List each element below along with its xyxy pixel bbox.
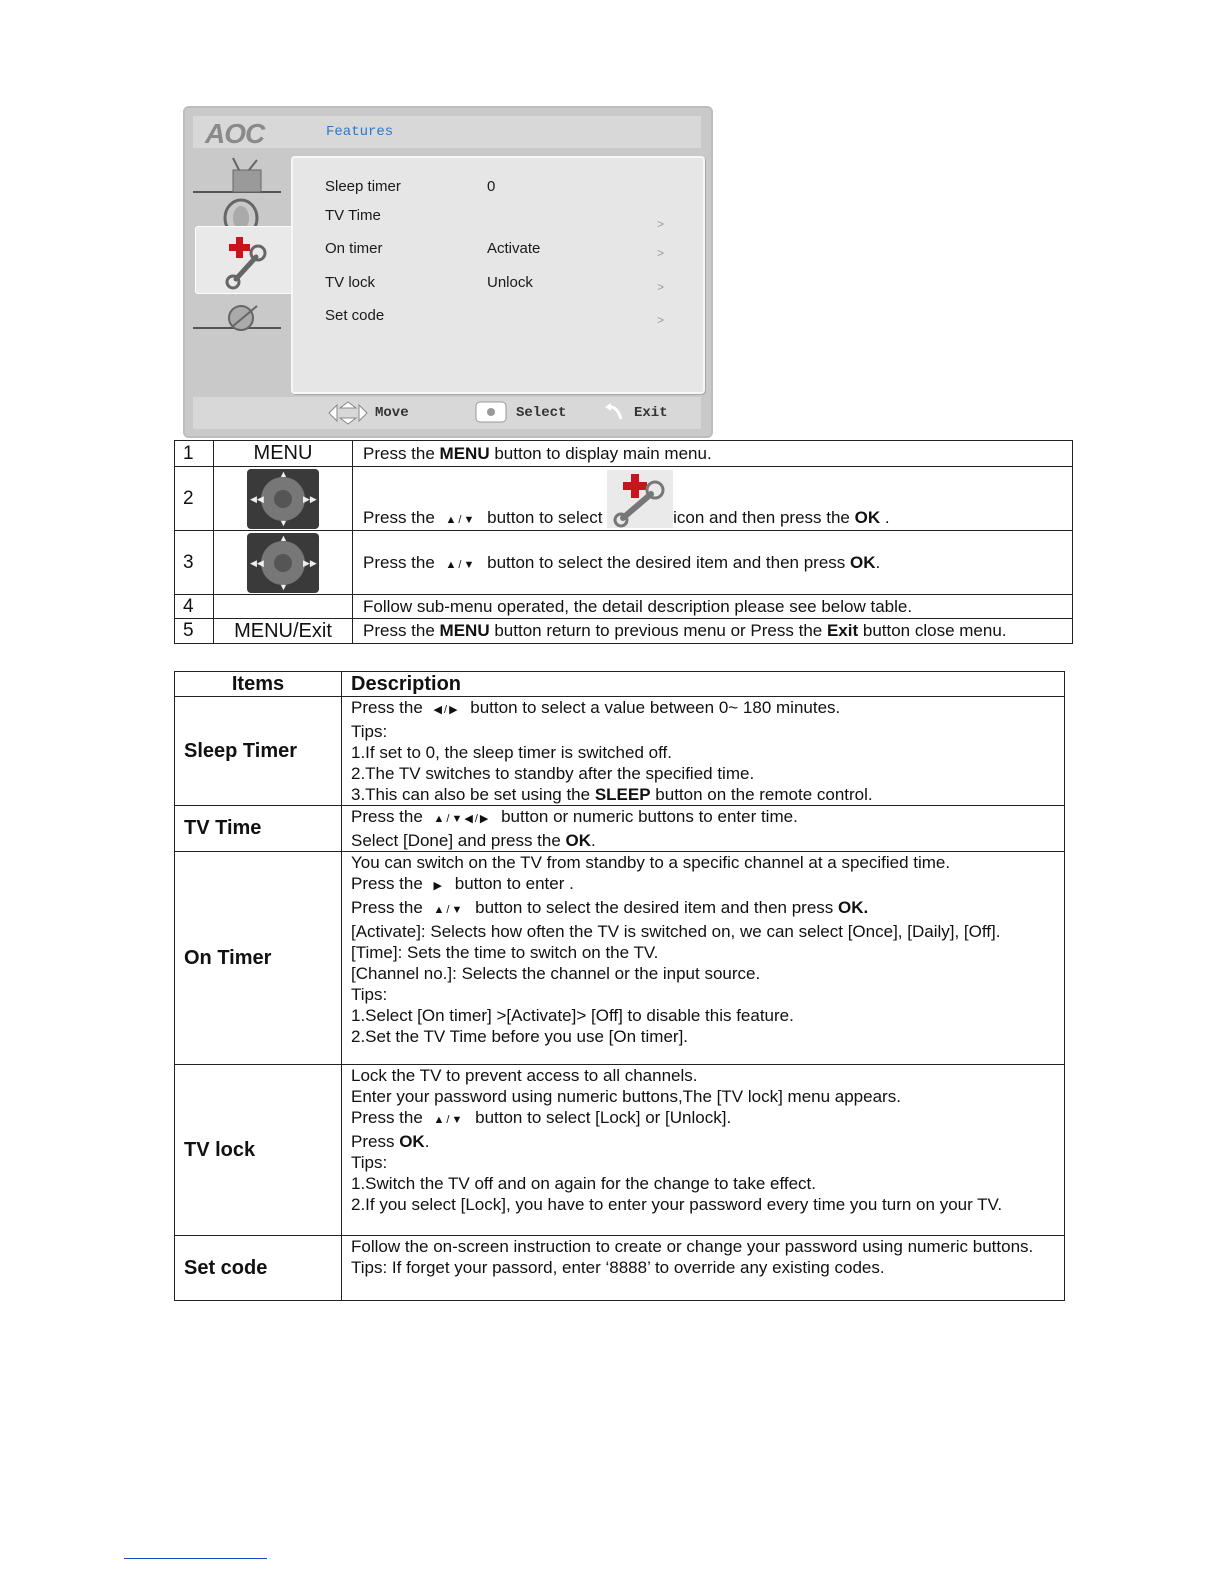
osd-footer [193, 397, 701, 429]
aoc-logo: AOC [205, 118, 265, 149]
step-key-remote [214, 531, 353, 595]
item-name: On Timer [175, 852, 342, 1065]
item-description: Follow the on-screen instruction to create or change your password using numeric buttons. Tips: If forget your passord, enter ‘8888’ to override any existing codes. [342, 1236, 1065, 1301]
steps-table [174, 440, 1073, 644]
step-number: 1 [175, 441, 214, 467]
osd-row-arrow: > [657, 280, 665, 294]
step-number: 4 [175, 595, 214, 619]
item-description: Press the ◀/▶ button to select a value between 0~ 180 minutes. Tips: 1.If set to 0, the sleep timer is switched off. 2.The TV switches to standby after the specified time. 3.This can also be set using the SLEEP button on the remote control. [342, 697, 1065, 806]
table-row [175, 619, 1073, 644]
osd-row-tv-time[interactable] [325, 207, 675, 229]
step-text: Press the MENU button to display main menu. [353, 441, 1073, 467]
step-number: 2 [175, 467, 214, 531]
step-text: Press the ▲/▼ button to select the desired item and then press OK. [353, 531, 1073, 595]
step-key: MENU/Exit [214, 619, 353, 644]
up-down-arrows-icon: ▲/▼ [433, 904, 465, 916]
osd-row-label: On timer [325, 240, 383, 257]
osd-row-value: Unlock [487, 274, 533, 291]
osd-row-arrow: > [657, 246, 665, 260]
step-key-remote [214, 467, 353, 531]
left-right-arrows-icon: ◀/▶ [433, 704, 460, 716]
osd-row-value: 0 [487, 178, 496, 195]
item-description: Press the ▲/▼◀/▶ button or numeric buttons to enter time. Select [Done] and press the OK. [342, 806, 1065, 852]
footer-exit-label: Exit [634, 405, 668, 421]
item-name: TV lock [175, 1065, 342, 1236]
up-down-arrows-icon: ▲/▼ [445, 514, 477, 526]
step-text: Follow sub-menu operated, the detail description please see below table. [353, 595, 1073, 619]
osd-row-arrow: > [657, 313, 665, 327]
up-down-arrows-icon: ▲/▼ [445, 558, 477, 571]
item-name: Sleep Timer [175, 697, 342, 806]
osd-row-value: Activate [487, 240, 541, 257]
column-header-items: Items [175, 672, 342, 697]
item-description: Lock the TV to prevent access to all channels. Enter your password using numeric buttons,The [TV lock] menu appears. Press the ▲/▼ button to select [Lock] or [Unlock]. Press OK. Tips: 1.Switch the TV off and on again for the change to take effect. 2.If you select [Lock], you have to enter your password every time you turn on your TV. [342, 1065, 1065, 1236]
table-row [175, 467, 1073, 531]
osd-row-label: Sleep timer [325, 178, 401, 195]
arrow-keys-icon: ▲/▼◀/▶ [433, 813, 491, 825]
step-text: Press the MENU button return to previous menu or Press the Exit button close menu. [353, 619, 1073, 644]
remote-dpad-icon: ▲ ▼ ◀◀ ▶▶ [247, 533, 319, 593]
item-description: You can switch on the TV from standby to a specific channel at a specified time. Press the ▶ button to enter . Press the ▲/▼ button to select the desired item and then press OK. [Activate]: Selects how often the TV is switched on, we can select [Once], [Daily], [Off]. [Time]: Sets the time to switch on the TV. [Channel no.]: Selects the channel or the input source. Tips: 1.Select [On timer] >[Activate]> [Off] to disable this feature. 2.Set the TV Time before you use [On timer]. [342, 852, 1065, 1065]
osd-features-panel [291, 156, 705, 394]
osd-row-sleep-timer[interactable] [325, 178, 675, 200]
features-tab-active [195, 226, 292, 294]
osd-row-label: Set code [325, 307, 385, 324]
table-row-sleep-timer [175, 697, 1065, 806]
description-table [174, 671, 1065, 1301]
step-number: 3 [175, 531, 214, 595]
osd-row-on-timer[interactable] [325, 240, 675, 262]
footer-move-label: Move [375, 405, 409, 421]
footer-select-label: Select [516, 405, 567, 421]
table-row-tv-time [175, 806, 1065, 852]
osd-menu-screenshot [183, 106, 713, 438]
step-key: MENU [214, 441, 353, 467]
step-text: Press the ▲/▼ button to select icon and then press the OK . [353, 467, 1073, 531]
column-header-description: Description [342, 672, 1065, 697]
table-row [175, 441, 1073, 467]
table-row [175, 595, 1073, 619]
move-arrows-icon [327, 401, 369, 425]
item-name: Set code [175, 1236, 342, 1301]
table-row-set-code [175, 1236, 1065, 1301]
remote-dpad-icon: ▲ ▼ ◀◀ ▶▶ [247, 469, 319, 529]
features-wrench-icon [196, 227, 292, 293]
features-wrench-icon [607, 470, 673, 528]
osd-row-label: TV lock [325, 274, 376, 291]
up-down-arrows-icon: ▲/▼ [433, 1114, 465, 1126]
table-row-on-timer [175, 852, 1065, 1065]
osd-row-arrow: > [657, 217, 665, 231]
osd-row-set-code[interactable] [325, 307, 675, 329]
select-button-icon [475, 401, 507, 423]
osd-row-label: TV Time [325, 207, 381, 224]
table-row [175, 531, 1073, 595]
channel-tab-icon [193, 296, 281, 342]
footnote-separator [124, 1558, 267, 1559]
step-number: 5 [175, 619, 214, 644]
step-key [214, 595, 353, 619]
right-arrow-icon: ▶ [433, 880, 445, 892]
item-name: TV Time [175, 806, 342, 852]
table-row-tv-lock [175, 1065, 1065, 1236]
table-header-row [175, 672, 1065, 697]
osd-title: Features [326, 124, 394, 140]
osd-row-tv-lock[interactable] [325, 274, 675, 296]
osd-header [193, 116, 701, 148]
exit-return-icon [603, 401, 627, 423]
